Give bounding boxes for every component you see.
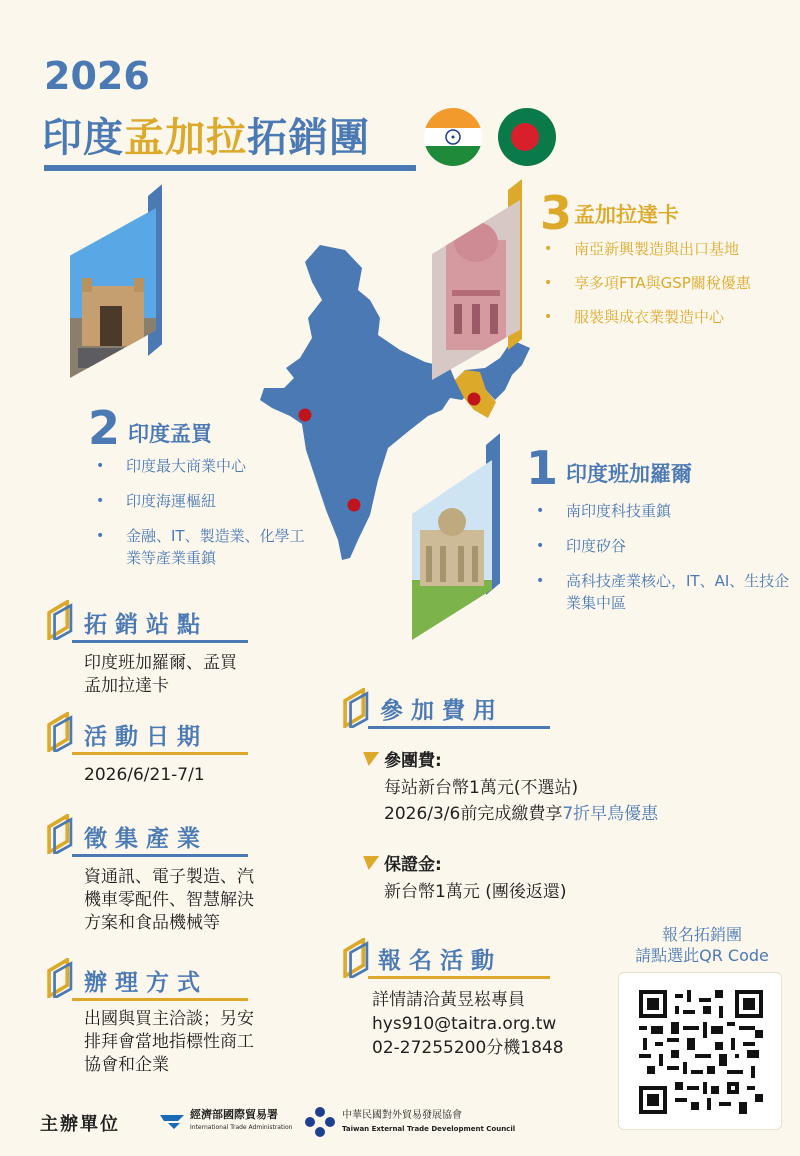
stations-body [84, 652, 237, 698]
org1-name: 經濟部國際貿易署 [190, 1108, 278, 1121]
fee-line-2 [384, 802, 658, 826]
stations-line-1: 印度班加羅爾、孟買 [84, 653, 237, 673]
qr-caption [622, 924, 782, 966]
fees-title: 參加費用 [380, 698, 504, 724]
trade-administration-logo [158, 1108, 293, 1134]
bangladesh-flag-icon [498, 108, 556, 166]
stations-title: 拓銷站點 [84, 612, 208, 638]
title-bangladesh: 孟加拉 [124, 115, 247, 161]
method-title: 辦理方式 [84, 970, 208, 996]
register-underline [368, 976, 550, 979]
method-line-2: 排拜會當地指標性商工 [84, 1032, 254, 1052]
city-2-name: 印度孟買 [128, 422, 212, 446]
list-item: • 金融、IT、製造業、化學工業等產業重鎮 [92, 525, 314, 569]
india-flag-icon [424, 108, 482, 166]
register-email[interactable]: hys910@taitra.org.tw [372, 1014, 557, 1034]
fees-underline [368, 726, 550, 729]
industries-underline [72, 854, 248, 857]
org1-english: International Trade Administration [190, 1124, 293, 1131]
dates-title: 活動日期 [84, 724, 208, 750]
fee-line-1: 每站新台幣1萬元(不選站) [384, 778, 579, 798]
early-bird-discount: 7折早鳥優惠 [562, 804, 659, 824]
section-marker-icon [340, 938, 372, 978]
org2-name: 中華民國對外貿易發展協會 [342, 1110, 462, 1121]
event-year: 2026 [44, 54, 150, 98]
fee-label: 參團費: [384, 751, 442, 771]
city-2-number: 2 [88, 401, 121, 455]
city-3-bullets [540, 238, 800, 341]
city-3-number: 3 [540, 186, 573, 240]
section-marker-icon [44, 712, 76, 752]
register-phone: 02-27255200分機1848 [372, 1038, 564, 1058]
deposit-line: 新台幣1萬元 (團後返還) [384, 882, 567, 902]
organizer-label: 主辦單位 [40, 1114, 120, 1135]
taitra-logo [304, 1106, 516, 1138]
bullet-triangle-icon [361, 856, 379, 870]
industries-line-2: 機車零配件、智慧解決 [84, 890, 254, 910]
section-marker-icon [340, 688, 372, 728]
qr-caption-line-2: 請點選此QR Code [635, 946, 769, 965]
qr-caption-line-1: 報名拓銷團 [661, 925, 742, 944]
deposit-label: 保證金: [384, 855, 442, 875]
stations-underline [72, 640, 248, 643]
city-1-name: 印度班加羅爾 [566, 462, 692, 486]
method-line-1: 出國與買主洽談；另安 [84, 1009, 254, 1029]
method-underline [72, 998, 248, 1001]
taitra-logo-icon [304, 1106, 336, 1138]
title-underline [44, 165, 416, 171]
register-contact: 詳情請洽黃昱崧專員 [372, 990, 525, 1010]
bullet-triangle-icon [361, 752, 379, 766]
mumbai-photo [70, 208, 156, 378]
method-line-3: 協會和企業 [84, 1055, 169, 1075]
title-india: 印度 [42, 115, 124, 161]
city-3-name: 孟加拉達卡 [574, 203, 679, 227]
fee-line-2-prefix: 2026/3/6前完成繳費享 [384, 804, 563, 824]
trade-administration-logo-icon [158, 1111, 188, 1131]
list-item: • 印度矽谷 [532, 535, 794, 557]
method-body [84, 1008, 254, 1077]
industries-title: 徵集產業 [84, 826, 208, 852]
stations-line-2: 孟加拉達卡 [84, 676, 169, 696]
section-marker-icon [44, 814, 76, 854]
list-item: • 南亞新興製造與出口基地 [540, 238, 800, 260]
list-item: • 享多項FTA與GSP關稅優惠 [540, 272, 800, 294]
industries-body [84, 866, 254, 935]
industries-line-3: 方案和食品機械等 [84, 913, 220, 933]
section-marker-icon [44, 600, 76, 640]
qr-code-link[interactable] [618, 972, 782, 1130]
list-item: • 印度最大商業中心 [92, 455, 314, 477]
city-1-number: 1 [526, 441, 559, 495]
city-2-bullets [92, 455, 314, 582]
list-item: • 南印度科技重鎮 [532, 500, 794, 522]
industries-line-1: 資通訊、電子製造、汽 [84, 867, 254, 887]
page-title [42, 106, 370, 163]
dates-underline [72, 752, 248, 755]
qr-code-icon [639, 990, 763, 1114]
list-item: • 高科技產業核心，IT、AI、生技企業集中區 [532, 570, 794, 614]
section-marker-icon [44, 958, 76, 998]
register-title: 報名活動 [378, 948, 502, 974]
list-item: • 印度海運樞紐 [92, 490, 314, 512]
city-1-bullets [532, 500, 794, 627]
register-body [372, 988, 564, 1060]
dates-body: 2026/6/21-7/1 [84, 765, 205, 785]
org2-english: Taiwan External Trade Development Council [342, 1125, 516, 1133]
title-trade-mission: 拓銷團 [247, 115, 370, 161]
list-item: • 服裝與成衣業製造中心 [540, 306, 800, 328]
